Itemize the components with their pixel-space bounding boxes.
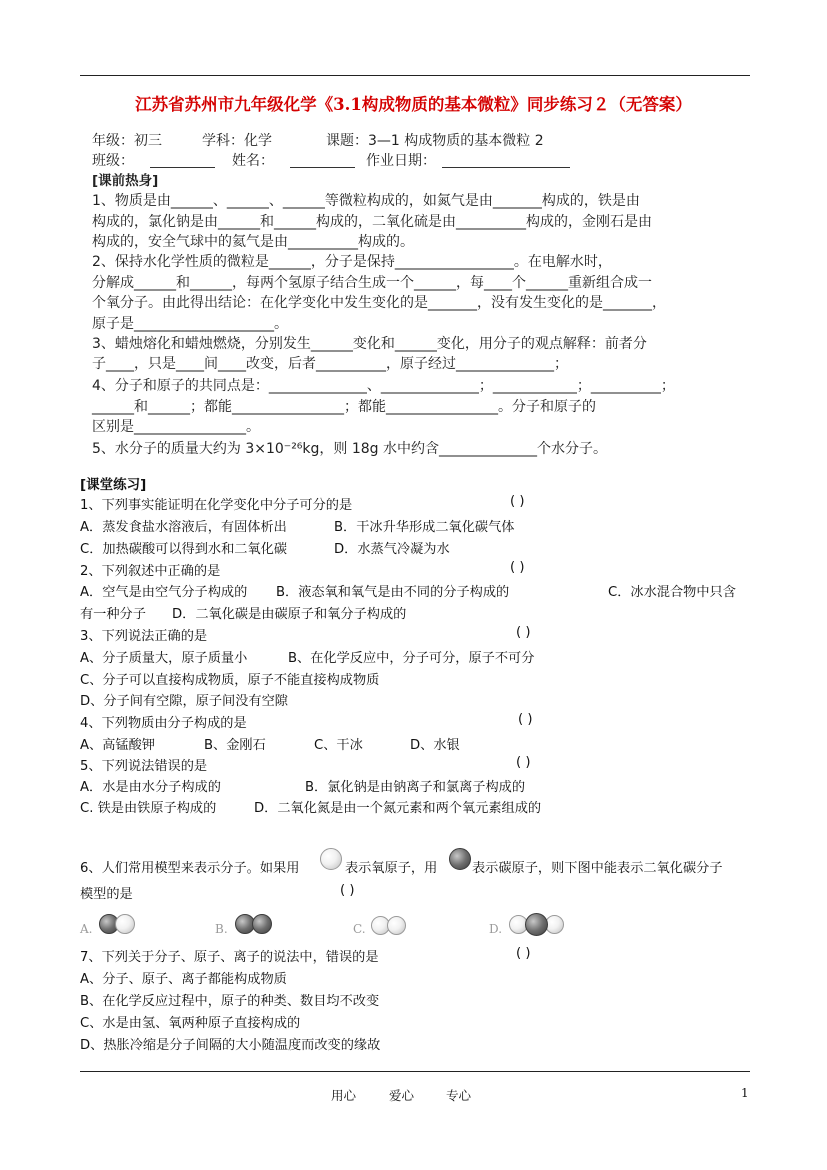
name-blank: [290, 167, 355, 168]
q7-option-c: C、水是由氢、氧两种原子直接构成的: [80, 1016, 301, 1031]
q3-option-a: A、分子质量大，原子质量小: [80, 651, 248, 666]
warmup-line-8: 3、蜡烛熔化和蜡烛燃烧，分别发生______变化和______变化，用分子的观点解释：前者分: [92, 336, 647, 352]
q7-answer-paren: ( ): [516, 946, 531, 961]
q2-option-a: A．空气是由空气分子构成的: [80, 585, 248, 600]
warmup-line-1: 1、物质是由______、______、______等微粒构成的，如氮气是由_______构成的，铁是由: [92, 193, 640, 209]
date-blank: [442, 167, 570, 168]
footer-word-3: 专心: [446, 1088, 472, 1103]
q3-option-b: B、在化学反应中，分子可分，原子不可分: [288, 651, 535, 666]
page-number: 1: [741, 1086, 749, 1100]
q1-option-a: A．蒸发食盐水溶液后，有固体析出: [80, 520, 287, 535]
footer-word-2: 爱心: [389, 1088, 415, 1103]
q6-option-b-label: B.: [215, 922, 228, 936]
q5-answer-paren: ( ): [516, 755, 531, 770]
q6-d-carbon-atom-icon: [525, 913, 548, 936]
q4-option-c: C、干冰: [314, 738, 363, 753]
q7-option-b: B、在化学反应过程中，原子的种类、数目均不改变: [80, 994, 380, 1009]
q2-stem: 2、下列叙述中正确的是: [80, 564, 221, 579]
carbon-atom-icon: [449, 848, 471, 870]
q6-option-a-label: A.: [80, 922, 93, 936]
q4-option-d: D、水银: [410, 738, 460, 753]
warmup-line-2: 构成的，氯化钠是由______和______构成的，二氧化硫是由__________构成的，金刚石是由: [92, 214, 652, 230]
q4-option-b: B、金刚石: [204, 738, 266, 753]
q5-stem: 5、下列说法错误的是: [80, 759, 208, 774]
q1-answer-paren: ( ): [510, 494, 525, 509]
q4-stem: 4、下列物质由分子构成的是: [80, 716, 247, 731]
q3-option-d: D、分子间有空隙，原子间没有空隙: [80, 694, 288, 709]
top-rule: [80, 75, 750, 76]
q4-answer-paren: ( ): [518, 712, 533, 727]
warmup-line-7: 原子是____________________。: [92, 316, 288, 332]
q3-option-c: C、分子可以直接构成物质，原子不能直接构成物质: [80, 673, 380, 688]
q6-b-carbon-atom-icon-2: [252, 914, 272, 934]
warmup-line-13: 5、水分子的质量大约为 3×10⁻²⁶kg，则 18g 水中约含______________个水分子。: [92, 441, 608, 457]
q1-option-b: B．干冰升华形成二氧化碳气体: [334, 520, 515, 535]
q6-option-c-label: C.: [353, 922, 366, 936]
q5-option-c: C. 铁是由铁原子构成的: [80, 801, 217, 816]
q6-option-d-label: D.: [489, 922, 503, 936]
subject-label: 学科：化学: [202, 133, 272, 149]
q2-option-c: C．冰水混合物中只含: [608, 585, 736, 600]
footer-word-1: 用心: [331, 1088, 357, 1103]
warmup-line-12: 区别是________________。: [92, 419, 260, 435]
q3-stem: 3、下列说法正确的是: [80, 629, 208, 644]
oxygen-atom-icon: [320, 848, 342, 870]
q4-option-a: A、高锰酸钾: [80, 738, 155, 753]
q6-stem-part3: 表示碳原子，则下图中能表示二氧化碳分子: [472, 861, 723, 876]
bottom-rule: [80, 1071, 750, 1072]
q1-option-d: D．水蒸气冷凝为水: [334, 542, 450, 557]
q2-option-b: B．液态氧和氧气是由不同的分子构成的: [276, 585, 510, 600]
q6-c-oxygen-atom-icon-2: [387, 916, 406, 935]
q1-stem: 1、下列事实能证明在化学变化中分子可分的是: [80, 498, 353, 513]
document-title: 江苏省苏州市九年级化学《3.1构成物质的基本微粒》同步练习２（无答案）: [135, 95, 692, 114]
q7-option-a: A、分子、原子、离子都能构成物质: [80, 972, 287, 987]
warmup-line-11: ______和______；都能________________；都能________________。分子和原子的: [92, 399, 596, 415]
grade-label: 年级：初三: [92, 133, 162, 149]
class-label: 班级：: [92, 153, 134, 169]
name-label: 姓名：: [232, 153, 274, 169]
date-label: 作业日期：: [366, 153, 436, 169]
warmup-heading: [课前热身]: [92, 173, 159, 189]
q6-answer-paren: ( ): [340, 883, 355, 898]
warmup-line-6: 个氧分子。由此得出结论：在化学变化中发生变化的是_______，没有发生变化的是_______，: [92, 295, 666, 311]
q3-answer-paren: ( ): [516, 625, 531, 640]
q2-answer-paren: ( ): [510, 560, 525, 575]
q5-option-a: A．水是由水分子构成的: [80, 780, 221, 795]
warmup-line-5: 分解成______和______，每两个氢原子结合生成一个______，每____个______重新组合成一: [92, 275, 652, 291]
q5-option-b: B．氯化钠是由钠离子和氯离子构成的: [305, 780, 526, 795]
q6-stem-part1: 6、人们常用模型来表示分子。如果用: [80, 861, 300, 876]
practice-heading: [课堂练习]: [80, 477, 147, 493]
q6-stem-line2: 模型的是: [80, 887, 133, 902]
q1-option-c: C．加热碳酸可以得到水和二氧化碳: [80, 542, 288, 557]
q7-stem: 7、下列关于分子、原子、离子的说法中，错误的是: [80, 950, 379, 965]
warmup-line-4: 2、保持水化学性质的微粒是______，分子是保持_________________。在电解水时，: [92, 254, 612, 270]
topic-label: 课题：3—1 构成物质的基本微粒 2: [326, 133, 544, 149]
q7-option-d: D、热胀冷缩是分子间隔的大小随温度而改变的缘故: [80, 1038, 381, 1053]
warmup-line-3: 构成的，安全气球中的氦气是由__________构成的。: [92, 234, 414, 250]
warmup-line-10: 4、分子和原子的共同点是：______________、______________；____________；__________；: [92, 378, 675, 394]
q6-stem-part2: 表示氧原子，用: [345, 861, 438, 876]
q2-option-c-cont: 有一种分子: [80, 607, 146, 622]
q2-option-d: D．二氧化碳是由碳原子和氧分子构成的: [172, 607, 407, 622]
class-blank: [150, 167, 215, 168]
q6-a-oxygen-atom-icon: [115, 914, 135, 934]
warmup-line-9: 子____，只是____间____改变，后者__________，原子经过______________；: [92, 356, 568, 372]
q5-option-d: D．二氧化氮是由一个氮元素和两个氧元素组成的: [254, 801, 542, 816]
